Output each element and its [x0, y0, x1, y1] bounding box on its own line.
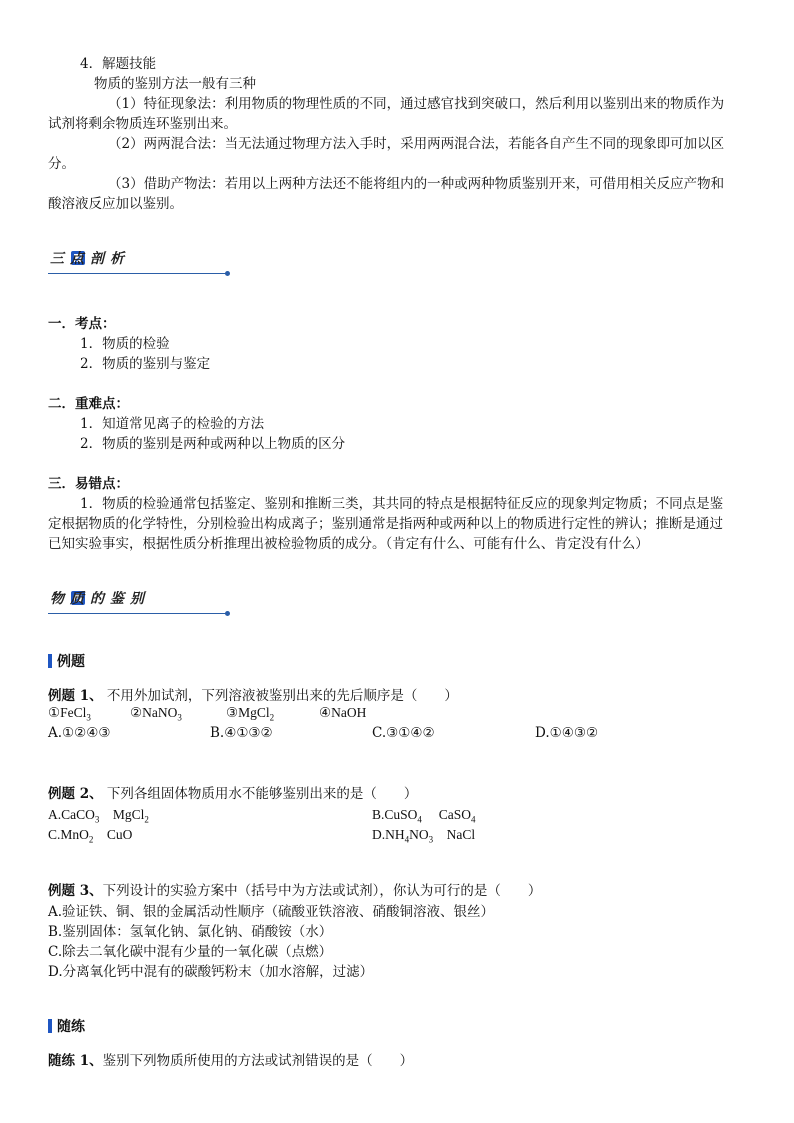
section-rule-dot — [225, 611, 230, 616]
example-3-option-d: D.分离氧化钙中混有的碳酸钙粉末（加水溶解，过滤） — [48, 964, 374, 980]
section-rule — [48, 613, 228, 614]
example-heading — [48, 651, 85, 671]
example-1-option-d: D.①④③② — [535, 725, 599, 741]
substance-1: ①FeCl$_3$ — [48, 705, 91, 723]
practice-heading-text: 随练 — [57, 1019, 85, 1035]
section-title: 三点剖析 — [50, 251, 130, 267]
yicuo-line-2: 定根据物质的化学特性，分别检验出构成离子；鉴别通常是指两种或两种以上的物质进行定性的辨认；推断是通过 — [48, 516, 723, 532]
section-header-sandian — [48, 248, 230, 276]
example-2-option-a: A.CaCO$_3$ MgCl$_2$ — [48, 807, 149, 825]
intro-item-1-line2: 试剂将剩余物质连环鉴别出来。 — [48, 116, 237, 132]
zhongnan-item-1: 1．知道常见离子的检验的方法 — [80, 416, 265, 432]
intro-item-2-line1: （2）两两混合法：当无法通过物理方法入手时，采用两两混合法，若能各自产生不同的现象即可加以区 — [108, 136, 725, 152]
example-2-option-d: $D.NH_4NO_3$ NaCl — [372, 827, 476, 845]
practice-1-label: 随练 1、 — [48, 1053, 103, 1069]
yicuo-line-1: 1．物质的检验通常包括鉴定、鉴别和推断三类，其共同的特点是根据特征反应的现象判定物质；不同点是鉴 — [80, 496, 724, 512]
yicuo-line-3: 已知实验事实，根据性质分析推理出被检验物质的成分。（肯定有什么、可能有什么、肯定没有什么） — [48, 536, 649, 552]
kaodian-item-2: 2．物质的鉴别与鉴定 — [80, 356, 211, 372]
kaodian-item-1: 1．物质的检验 — [80, 336, 170, 352]
substance-3: ③MgCl$_2$ — [226, 705, 275, 723]
practice-1-stem: 鉴别下列物质所使用的方法或试剂错误的是（ ） — [102, 1053, 414, 1069]
intro-item-2-line2: 分。 — [48, 156, 75, 172]
example-2-label: 例题 2、 — [48, 786, 103, 802]
section-rule — [48, 273, 228, 274]
zhongnan-label: 二．重难点： — [48, 396, 129, 412]
intro-lead: 物质的鉴别方法一般有三种 — [94, 76, 256, 92]
zhongnan-item-2: 2．物质的鉴别是两种或两种以上物质的区分 — [80, 436, 346, 452]
example-3-label: 例题 3、 — [48, 883, 103, 899]
example-1-option-a: A.①②④③ — [48, 725, 111, 741]
example-1-substances — [48, 705, 91, 723]
example-1-option-b: B.④①③② — [210, 725, 273, 741]
example-2-option-b: B.CuSO$_4$ CaSO$_4$ — [372, 807, 476, 825]
example-1-option-c: C.③①④② — [372, 725, 435, 741]
intro-item-3-line1: （3）借助产物法：若用以上两种方法还不能将组内的一种或两种物质鉴别开来，可借用相关反应产物和 — [108, 176, 725, 192]
kaodian-label: 一．考点： — [48, 316, 116, 332]
substance-2: ②NaNO$_3$ — [130, 705, 182, 723]
example-heading-text: 例题 — [57, 654, 85, 670]
example-3-stem: 下列设计的实验方案中（括号中为方法或试剂），你认为可行的是（ ） — [102, 883, 542, 899]
example-1-question — [48, 684, 458, 704]
example-3-option-b: B.鉴别固体：氢氧化钠、氯化钠、硝酸铵（水） — [48, 924, 333, 940]
example-2-question — [48, 782, 417, 802]
practice-1-question — [48, 1049, 413, 1069]
practice-heading — [48, 1016, 85, 1036]
heading-bar — [48, 1019, 52, 1033]
substance-4: ④NaOH — [319, 705, 367, 720]
intro-heading: 4．解题技能 — [80, 56, 157, 72]
example-1-label: 例题 1、 — [48, 688, 103, 704]
yicuo-label: 三．易错点： — [48, 476, 129, 492]
example-3-option-c: C.除去二氧化碳中混有少量的一氧化碳（点燃） — [48, 944, 333, 960]
section-header-jianbie — [48, 588, 230, 616]
section-title: 物质的鉴别 — [50, 591, 150, 607]
example-3-option-a: A.验证铁、铜、银的金属活动性顺序（硫酸亚铁溶液、硝酸铜溶液、银丝） — [48, 904, 495, 920]
example-2-option-c: C.MnO$_2$ CuO — [48, 827, 133, 845]
intro-item-1-line1: （1）特征现象法：利用物质的物理性质的不同，通过感官找到突破口，然后利用以鉴别出来的物质作为 — [108, 96, 725, 112]
section-rule-dot — [225, 271, 230, 276]
heading-bar — [48, 654, 52, 668]
intro-item-3-line2: 酸溶液反应加以鉴别。 — [48, 196, 183, 212]
example-2-stem: 下列各组固体物质用水不能够鉴别出来的是（ ） — [102, 786, 418, 802]
example-3-question — [48, 879, 541, 899]
example-1-stem: 不用外加试剂，下列溶液被鉴别出来的先后顺序是（ ） — [102, 688, 458, 704]
